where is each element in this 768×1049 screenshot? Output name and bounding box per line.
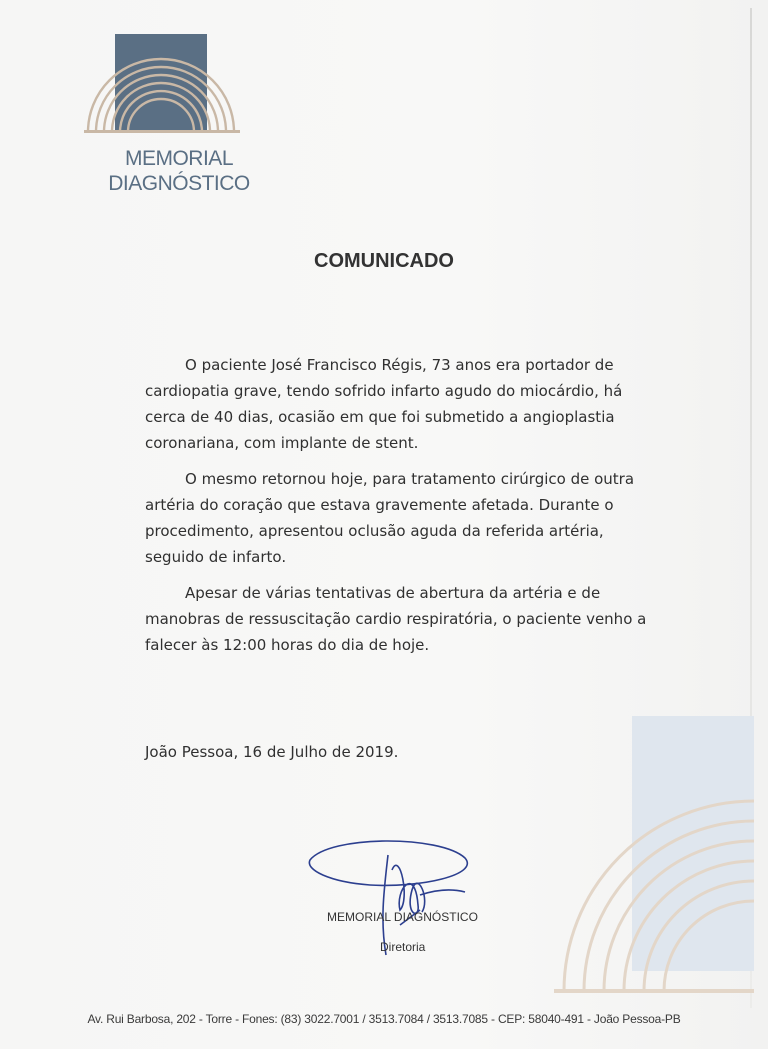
decorative-arch-icon bbox=[554, 716, 754, 1006]
document-title: COMUNICADO bbox=[314, 250, 454, 272]
letter-body bbox=[145, 352, 665, 668]
signature-role: Diretoria bbox=[380, 940, 426, 954]
logo-text bbox=[104, 146, 254, 196]
paragraph-2: O mesmo retornou hoje, para tratamento cirúrgico de outra artéria do coração que estava gravemente afetada. Durante o procedimento, apresentou oclusão aguda da referida artéria, seguido de infarto. bbox=[145, 470, 635, 566]
paragraph-3: Apesar de várias tentativas de abertura da artéria e de manobras de ressuscitação cardio respiratória, o paciente venho a falecer às 12:00 horas do dia de hoje. bbox=[145, 584, 647, 654]
logo-line-2: DIAGNÓSTICO bbox=[108, 172, 250, 195]
signature-company: MEMORIAL DIAGNÓSTICO bbox=[327, 910, 478, 924]
date-line: João Pessoa, 16 de Julho de 2019. bbox=[145, 743, 399, 761]
paragraph-1: O paciente José Francisco Régis, 73 anos era portador de cardiopatia grave, tendo sofrido infarto agudo do miocárdio, há cerca de 40 dias, ocasião em que foi submetido a angioplastia coronariana, com implante de stent. bbox=[145, 356, 623, 452]
footer-address: Av. Rui Barbosa, 202 - Torre - Fones: (83) 3022.7001 / 3513.7084 / 3513.7085 - CEP: 58040-491 - João Pessoa-PB bbox=[87, 1012, 681, 1026]
logo-arch-icon bbox=[80, 28, 245, 148]
logo-line-1: MEMORIAL bbox=[124, 147, 233, 170]
logo bbox=[80, 28, 250, 208]
